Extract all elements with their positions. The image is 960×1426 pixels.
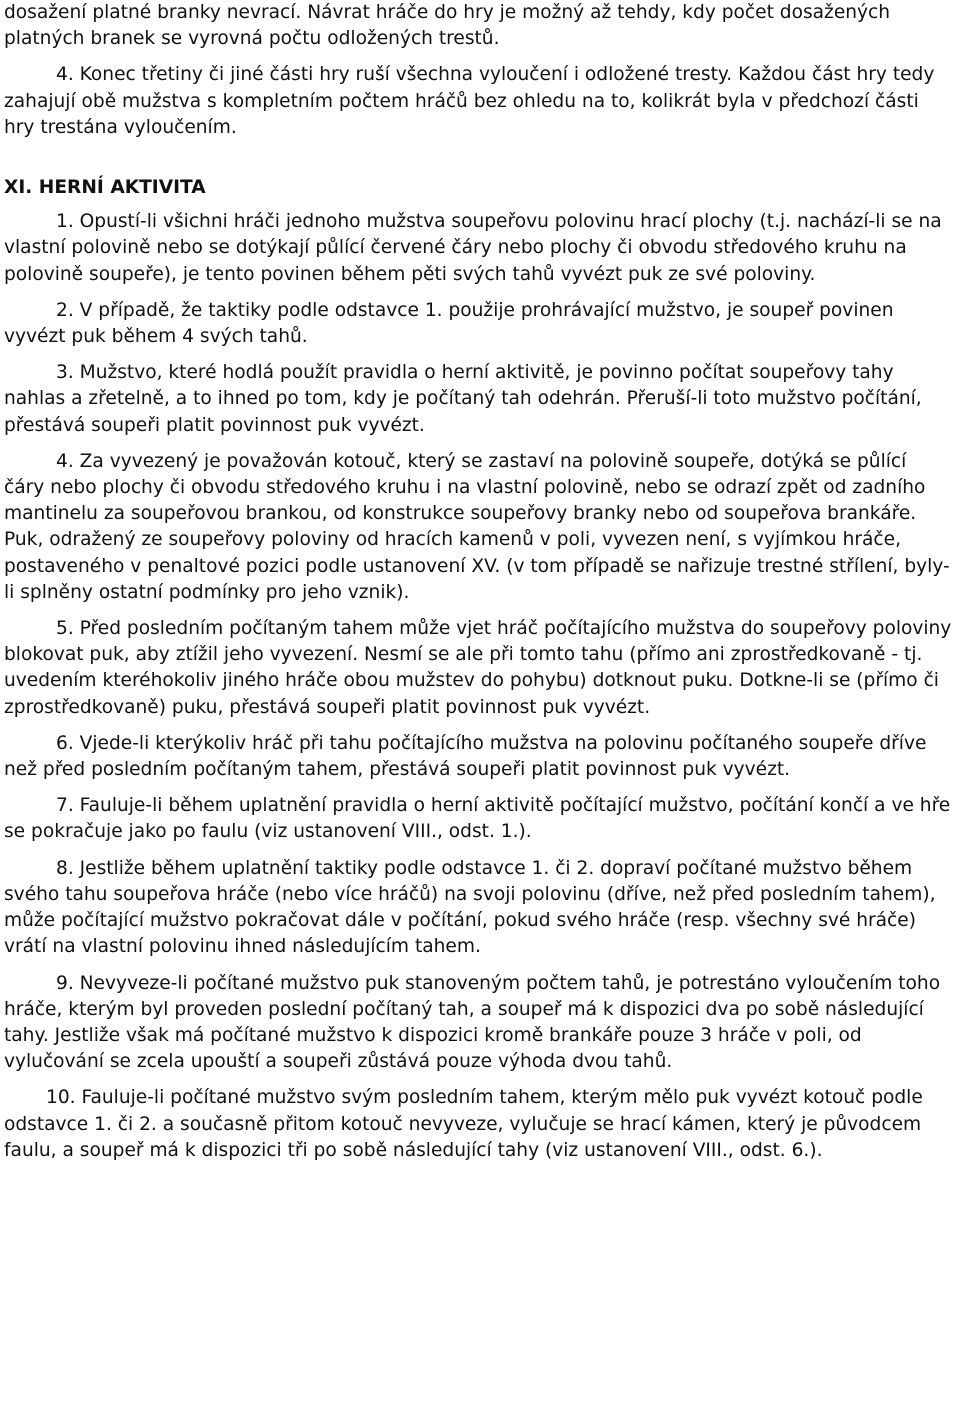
paragraph-4: 4. Za vyvezený je považován kotouč, který se zastaví na polovině soupeře, dotýká se půlící čáry nebo plochy či obvodu středového kruhu i na vlastní polovině, nebo se odrazí zpět od zadního mantinelu za soupeřovou brankou, od konstrukce soupeřovy branky nebo od soupeřova brankáře. Puk, odražený ze soupeřovy poloviny od hracích kamenů v poli, vyvezen není, s vyjímkou hráče, postaveného v penaltové pozici podle ustanovení XV. (v tom případě se nařizuje trestné střílení, byly-li splněny ostatní podmínky pro jeho vznik). — [4, 450, 950, 603]
paragraph-8: 8. Jestliže během uplatnění taktiky podle odstavce 1. či 2. dopraví počítané mužstvo během svého tahu soupeřova hráče (nebo více hráčů) na svoji polovinu (dříve, než před posledním tahem), může počítající mužstvo pokračovat dále v počítání, pokud svého hráče (resp. všechny své hráče) vrátí na vlastní polovinu ihned následujícím tahem. — [4, 857, 936, 958]
intro-paragraph-continued: dosažení platné branky nevrací. Návrat hráče do hry je možný až tehdy, kdy počet dosažených platných branek se vyrovná počtu odložených trestů. — [4, 2, 891, 50]
intro-paragraph-4: 4. Konec třetiny či jiné části hry ruší všechna vyloučení i odložené tresty. Každou část hry tedy zahajují obě mužstva s kompletním počtem hráčů bez ohledu na to, kolikrát byla v předchozí části hry trestána vyloučením. — [4, 64, 935, 138]
paragraph-10: 10. Fauluje-li počítané mužstvo svým posledním tahem, kterým mělo puk vyvézt kotouč podle odstavce 1. či 2. a současně přitom kotouč nevyveze, vylučuje se hrací kámen, který je původcem faulu, a soupeř má k dispozici tři po sobě následující tahy (viz ustanovení VIII., odst. 6.). — [4, 1087, 923, 1161]
paragraph-2: 2. V případě, že taktiky podle odstavce 1. použije prohrávající mužstvo, je soupeř povinen vyvézt puk během 4 svých tahů. — [4, 299, 894, 348]
paragraph-9: 9. Nevyveze-li počítané mužstvo puk stanoveným počtem tahů, je potrestáno vyloučením toho hráče, kterým byl proveden poslední počítaný tah, a soupeř má k dispozici dva po sobě následující tahy. Jestliže však má počítané mužstvo k dispozici kromě brankáře pouze 3 hráče v poli, od vylučování se zcela upouští a soupeři zůstává pouze výhoda dvou tahů. — [4, 972, 941, 1073]
document-page — [4, 0, 952, 1164]
paragraph-3: 3. Mužstvo, které hodlá použít pravidla o herní aktivitě, je povinno počítat soupeřovy tahy nahlas a zřetelně, a to ihned po tom, kdy je počítaný tah odehrán. Přeruší-li toto mužstvo počítání, přestává soupeři platit povinnost puk vyvézt. — [4, 362, 922, 436]
paragraph-1: 1. Opustí-li všichni hráči jednoho mužstva soupeřovu polovinu hrací plochy (t.j. nachází-li se na vlastní polovině nebo se dotýkají půlící červené čáry nebo plochy či obvodu středového kruhu na polovině soupeře), je tento povinen během pěti svých tahů vyvézt puk ze své poloviny. — [4, 211, 942, 285]
section-title: XI. HERNÍ AKTIVITA — [4, 177, 206, 199]
paragraph-6: 6. Vjede-li kterýkoliv hráč při tahu počítajícího mužstva na polovinu počítaného soupeře dříve než před posledním počítaným tahem, přestává soupeři platit povinnost puk vyvézt. — [4, 732, 927, 781]
paragraph-5: 5. Před posledním počítaným tahem může vjet hráč počítajícího mužstva do soupeřovy poloviny blokovat puk, aby ztížil jeho vyvezení. Nesmí se ale při tomto tahu (přímo ani zprostředkovaně - tj. uvedením kteréhokoliv jiného hráče obou mužstev do pohybu) dotknout puku. Dotkne-li se (přímo či zprostředkovaně) puku, přestává soupeři platit povinnost puk vyvézt. — [4, 618, 952, 718]
paragraph-7: 7. Fauluje-li během uplatnění pravidla o herní aktivitě počítající mužstvo, počítání končí a ve hře se pokračuje jako po faulu (viz ustanovení VIII., odst. 1.). — [4, 795, 951, 843]
